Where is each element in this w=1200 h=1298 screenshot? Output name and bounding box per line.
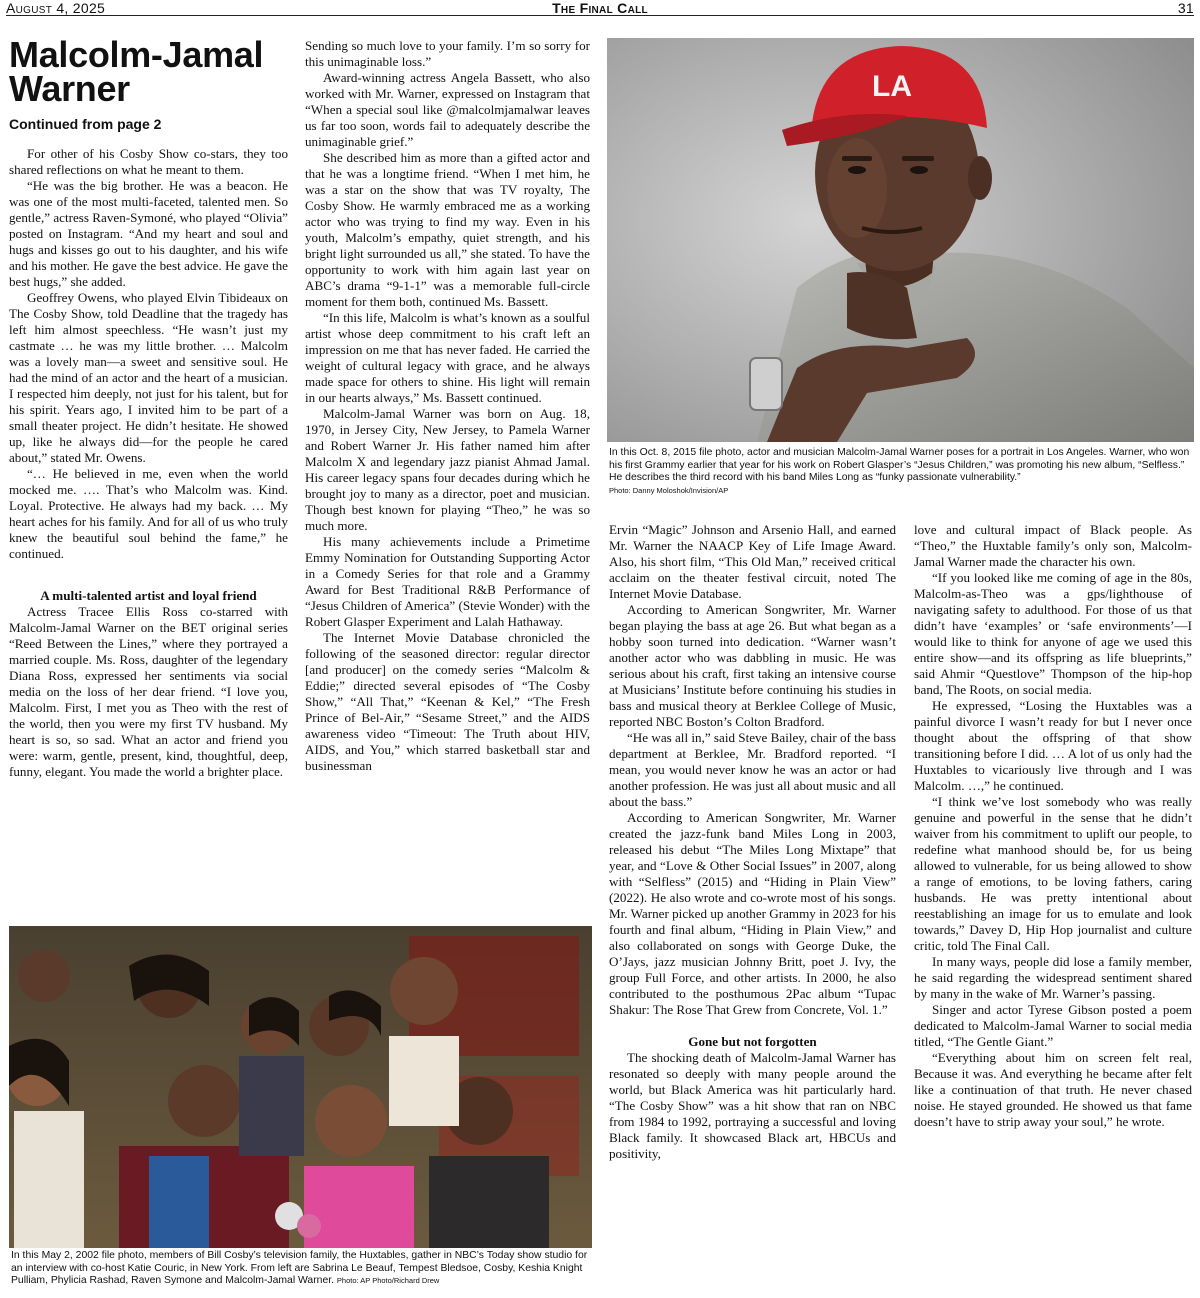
paragraph: The Internet Movie Database chronicled the following of the seasoned director: regular director [and producer] on the comedy series “Malcolm & Eddie;” directed several episodes of “The Cosby Show,” “All That,” “Keenan & Kel,” “The Fresh Prince of Bel-Air,” “Sesame Street,” and the AIDS awareness video “Timeout: The Truth about HIV, AIDS, and You,” which starred basketball star and businessman bbox=[305, 630, 590, 773]
paragraph: Actress Tracee Ellis Ross co-starred with Malcolm-Jamal Warner on the BET original series “Reed Between the Lines,” where they portrayed a married couple. Ms. Ross, daughter of the legendary Diana Ross, expressed her sentiments via social media on the loss of her dear friend. “I love you, Malcolm. First, I met you as Theo with the rest of the world, then you were my first TV husband. My heart is so, so sad. What an actor and friend you were: warm, gentle, present, kind, thoughtful, deep, funny, elegant. You made the world a brighter place. bbox=[9, 604, 288, 779]
paragraph: In many ways, people did lose a family member, he said regarding the widespread sentiment shared by many in the wake of Mr. Warner’s passing. bbox=[914, 954, 1192, 1001]
column-1 bbox=[9, 34, 288, 780]
photo-credit: Photo: Danny Moloshok/Invision/AP bbox=[609, 485, 729, 495]
page-number: 31 bbox=[1177, 0, 1194, 16]
warner-portrait-photo bbox=[607, 38, 1194, 442]
continued-from: Continued from page 2 bbox=[9, 116, 162, 132]
column-2 bbox=[305, 38, 590, 774]
photo-credit: Photo: AP Photo/Richard Drew bbox=[336, 1276, 440, 1285]
paragraph: love and cultural impact of Black people. As “Theo,” the Huxtable family’s only son, Malcolm-Jamal Warner made the character his own. bbox=[914, 522, 1192, 569]
family-illustration bbox=[9, 926, 592, 1248]
paragraph: “I think we’ve lost somebody who was really genuine and powerful in the sense that he didn’t waiver from his commitment to uplift our people, to redefine what manhood should be, for us being allowed to vulnerable, for us being allowed to show a range of emotions, to be loving fathers, caring husbands. He was pretty intentional about reestablishing an image for us to emulate and look towards,” Davey D, Hip Hop journalist and culture critic, told The Final Call. bbox=[914, 794, 1192, 953]
paragraph: “He was all in,” said Steve Bailey, chair of the bass department at Berklee, Mr. Bradford reported. “I mean, you would never know he was an actor or had another profession. He was just all about music and all about the bass.” bbox=[609, 730, 896, 809]
paragraph: “He was the big brother. He was a beacon. He was one of the most multi-faceted, talented men. So gentle,” actress Raven-Symoné, who played “Olivia” posted on Instagram. “And my heart and soul and hugs and kisses go out to his daughter, and his wife and his mother. He gave the best advice. He gave the best hugs,” she added. bbox=[9, 178, 288, 289]
caption-text: In this Oct. 8, 2015 file photo, actor and musician Malcolm-Jamal Warner poses for a portrait in Los Angeles. Warner, who won his first Grammy earlier that year for his work on Robert Glasper’s “Jesus Children,” was promoting his new album, “Selfless.” He describes the third record with his band Miles Long as “funky passionate vulnerability.” bbox=[609, 447, 1190, 483]
column-4 bbox=[914, 522, 1192, 1130]
paragraph: Ervin “Magic” Johnson and Arsenio Hall, and earned Mr. Warner the NAACP Key of Life Image Award. Also, his short film, “This Old Man,” received critical acclaim on the theater festival circuit, noted The Internet Movie Database. bbox=[609, 522, 896, 601]
paragraph: “In this life, Malcolm is what’s known as a soulful artist whose deep commitment to his craft left an impression on me that has never faded. He carried the weight of cultural legacy with grace, and he always made space for others to shine. His light will remain in our hearts always,” Ms. Bassett continued. bbox=[305, 310, 590, 405]
paragraph: Malcolm-Jamal Warner was born on Aug. 18, 1970, in Jersey City, New Jersey, to Pamela Warner and Robert Warner Jr. His father named him after Malcolm X and legendary jazz pianist Ahmad Jamal. His career legacy spans four decades during which he brought joy to many as a director, poet and musician. Though best known for playing “Theo,” he was so much more. bbox=[305, 406, 590, 533]
issue-date: August 4, 2025 bbox=[6, 0, 106, 16]
paragraph: According to American Songwriter, Mr. Warner created the jazz-funk band Miles Long in 2003, released his debut “The Miles Long Mixtape” that year, and “Love & Other Social Issues” in 2007, along with “Selfless” (2015) and “Hiding in Plain View” (2022). He also wrote and co-wrote most of his songs. Mr. Warner picked up another Grammy in 2023 for his fourth and final album, “Hiding in Plain View,” and also collaborated on songs with George Duke, the O’Jays, jazz musician Johnny Britt, poet J. Ivy, the group Full Force, and other artists. In 2000, he also contributed to the posthumous 2Pac album “Tupac Shakur: The Rose That Grew from Concrete, Vol. 1.” bbox=[609, 810, 896, 1017]
paragraph: The shocking death of Malcolm-Jamal Warner has resonated so deeply with many people around the world, but Black America was hit particularly hard. “The Cosby Show” was a hit show that ran on NBC from 1984 to 1992, portraying a successful and loving Black family. It showcased Black art, HBCUs and positivity, bbox=[609, 1050, 896, 1161]
paragraph: “If you looked like me coming of age in the 80s, Malcolm-as-Theo was a gps/lighthouse of navigating safety to adulthood. For those of us that didn’t have ‘examples’ or ‘safe environments’—I would like to think for anyone of age we used this entire show—and its offspring as life blueprints,” said Ahmir “Questlove” Thompson of the hip-hop band, The Roots, on social media. bbox=[914, 570, 1192, 697]
page-header bbox=[6, 0, 1194, 16]
paragraph: He expressed, “Losing the Huxtables was a painful divorce I wasn’t ready for but I never once thought about the offspring of that show transitioning before I did. … A lot of us only had the Huxtables to vicariously live through and I was Malcolm. …,” he continued. bbox=[914, 698, 1192, 793]
column-3 bbox=[609, 522, 896, 1162]
top-photo-caption bbox=[609, 447, 1193, 497]
huxtable-family-photo bbox=[9, 926, 592, 1248]
paragraph: His many achievements include a Primetime Emmy Nomination for Outstanding Supporting Actor in a Comedy Series for that role and a Grammy Award for Best Traditional R&B Performance of “Jesus Children of America” (Stevie Wonder) with the Robert Glasper Experiment and Lalah Hathaway. bbox=[305, 534, 590, 629]
paragraph: For other of his Cosby Show co-stars, they too shared reflections on what he meant to them. bbox=[9, 146, 288, 177]
paragraph: Sending so much love to your family. I’m so sorry for this unimaginable loss.” bbox=[305, 38, 590, 69]
paragraph: “… He believed in me, even when the world mocked me. …. That’s who Malcolm was. Kind. Loyal. Protective. He always had my back. … My heart aches for his family. And for all of us who truly knew the beautiful soul behind the fame,” he continued. bbox=[9, 466, 288, 561]
portrait-illustration bbox=[607, 38, 1194, 442]
paragraph: She described him as more than a gifted actor and that he was a longtime friend. “When I met him, he was a star on the show that was TV royalty, The Cosby Show. He warmly embraced me as a working actor who was trying to find my way. Even in his youth, Malcolm’s empathy, quiet strength, and his bright light surrounded us all,” she stated. To have the opportunity to work with him again last year on ABC’s drama “9-1-1” was a memorable full-circle moment for them both, continued Ms. Bassett. bbox=[305, 150, 590, 309]
subhead: Gone but not forgotten bbox=[688, 1034, 817, 1049]
caption-text: In this May 2, 2002 file photo, members of Bill Cosby’s television family, the Huxtables, gather in NBC’s Today show studio for an interview with co-host Katie Couric, in New York. From left are Sabrina Le Beauf, Tempest Bledsoe, Cosby, Keshia Knight Pulliam, Phylicia Rashad, Raven Symone and Malcolm-Jamal Warner. bbox=[11, 1250, 588, 1286]
headline: Malcolm-Jamal Warner bbox=[9, 34, 264, 109]
cap-logo: LA bbox=[872, 70, 912, 103]
paragraph: According to American Songwriter, Mr. Warner began playing the bass at age 26. But what began as a hobby soon turned into dedication. “Warner wasn’t another actor who was dabbling in music. He was serious about his craft, first taking an intensive course at Musicians’ Institute before continuing his studies in bass and musical theory at Berklee College of Music, reported NBC Boston’s Colton Bradford. bbox=[609, 602, 896, 729]
paragraph: Geoffrey Owens, who played Elvin Tibideaux on The Cosby Show, told Deadline that the tragedy has left him almost speechless. “He wasn’t just my castmate … he was my little brother. … Malcolm was a lovely man—a sweet and sensitive soul. He had the mind of an actor and the heart of a musician. I respected him deeply, not just for his talent, but for his spirit. Years ago, I invited him to be part of a small theater project. He didn’t hesitate. He showed up, like he always did—for the people he cared about,” stated Mr. Owens. bbox=[9, 290, 288, 465]
subhead: A multi-talented artist and loyal friend bbox=[40, 588, 257, 603]
bottom-photo-caption bbox=[11, 1250, 591, 1288]
paragraph: Award-winning actress Angela Bassett, who also worked with Mr. Warner, expressed on Instagram that “When a special soul like @malcolmjamalwar leaves us far too soon, words fail to adequately describe the unimaginable grief.” bbox=[305, 70, 590, 149]
col1-body bbox=[9, 146, 288, 780]
publication-name: The Final Call bbox=[552, 0, 648, 16]
paragraph: “Everything about him on screen felt real, Because it was. And everything he became after felt like a continuation of that truth. He never chased noise. He stayed grounded. He showed us that fame doesn’t have to strip away your soul,” he wrote. bbox=[914, 1050, 1192, 1129]
paragraph: Singer and actor Tyrese Gibson posted a poem dedicated to Malcolm-Jamal Warner to social media titled, “The Gentle Giant.” bbox=[914, 1002, 1192, 1049]
